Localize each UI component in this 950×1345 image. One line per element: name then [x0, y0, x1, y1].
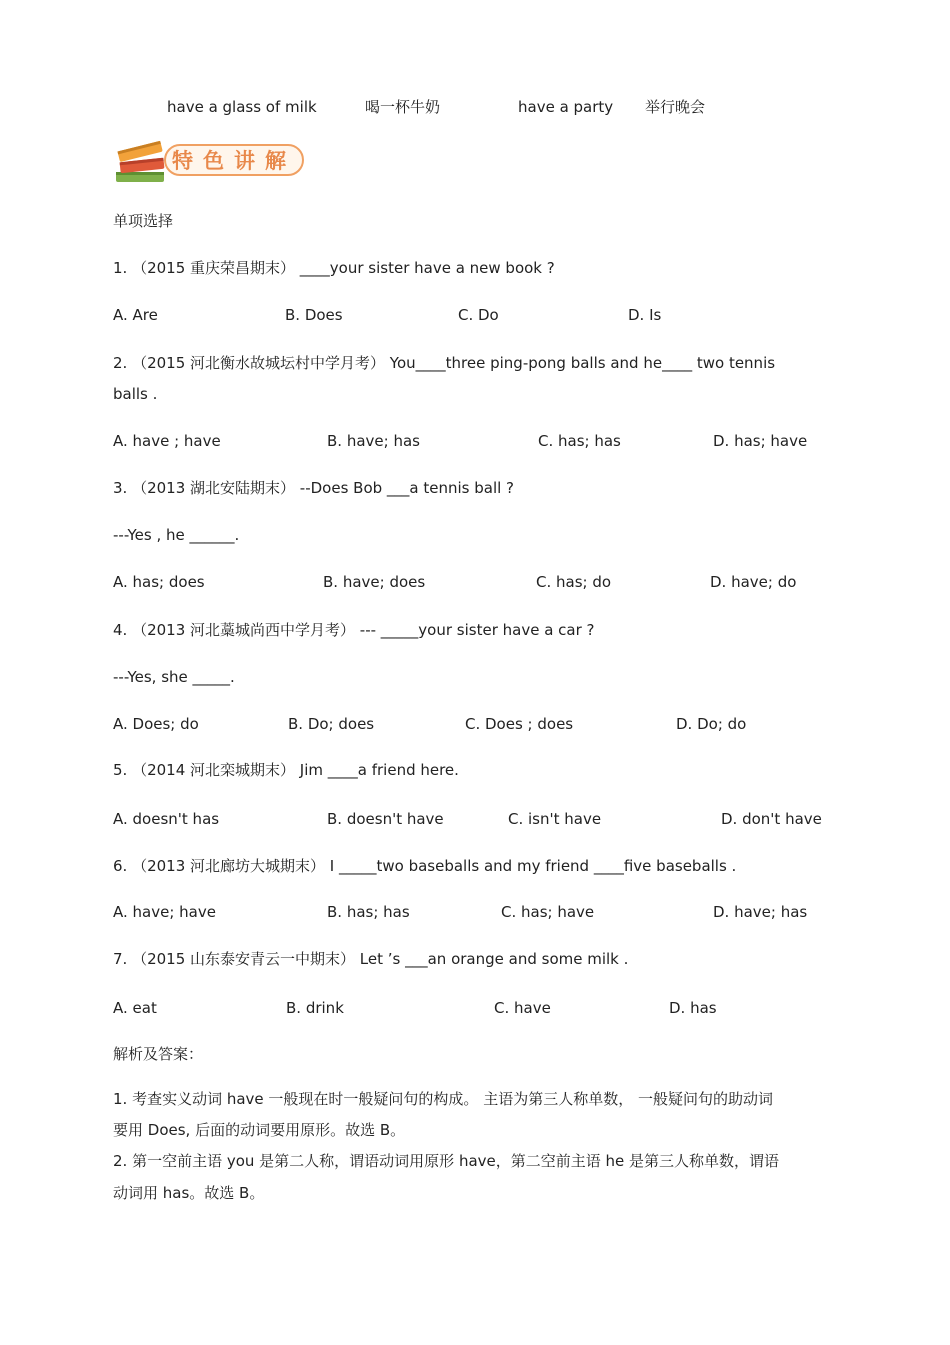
option: A. Are [113, 306, 158, 324]
option: C. have [494, 999, 551, 1017]
option: B. Do; does [288, 715, 375, 733]
option: B. doesn't have [327, 810, 444, 828]
option: A. eat [113, 999, 157, 1017]
option: A. Does; do [113, 715, 199, 733]
option: B. Does [285, 306, 343, 324]
answer-line: 要用 Does, 后面的动词要用原形。故选 B。 [113, 1121, 406, 1139]
option: B. drink [286, 999, 344, 1017]
option: D. have; do [710, 573, 797, 591]
section-banner [112, 138, 308, 188]
banner-title: 特色讲解 [164, 144, 304, 176]
vocab-meaning: 喝一杯牛奶 [365, 98, 441, 116]
option: A. have; have [113, 903, 216, 921]
option: C. has; has [538, 432, 621, 450]
books-icon [112, 138, 172, 188]
answer-line: 2. 第一空前主语 you 是第二人称，谓语动词用原形 have，第二空前主语 he 是第三人称单数，谓语 [113, 1152, 780, 1170]
answer-line: 动词用 has。故选 B。 [113, 1184, 265, 1202]
question-5: 5. （2014 河北栾城期末） Jim ____a friend here. [113, 761, 459, 779]
answer-line: 1. 考查实义动词 have 一般现在时一般疑问句的构成。 主语为第三人称单数， 一般疑问句的助动词 [113, 1090, 773, 1108]
question-2: 2. （2015 河北衡水故城坛村中学月考） You____three ping-pong balls and he____ two tennis [113, 354, 776, 372]
question-1: 1. （2015 重庆荣昌期末） ____your sister have a new book ? [113, 259, 555, 277]
option: D. Is [628, 306, 662, 324]
option: A. has; does [113, 573, 205, 591]
vocab-meaning: 举行晚会 [645, 98, 706, 116]
vocab-phrase: have a party [518, 98, 614, 116]
option: C. has; do [536, 573, 612, 591]
question-7: 7. （2015 山东泰安青云一中期末） Let ’s ___an orange and some milk . [113, 950, 629, 968]
option: C. Does ; does [465, 715, 574, 733]
answers-title: 解析及答案： [113, 1045, 204, 1063]
option: D. has; have [713, 432, 808, 450]
option: C. has; have [501, 903, 595, 921]
option: D. has [669, 999, 717, 1017]
question-3: 3. （2013 湖北安陆期末） --Does Bob ___a tennis ball ? [113, 479, 515, 497]
option: A. doesn't has [113, 810, 220, 828]
question-6: 6. （2013 河北廊坊大城期末） I _____two baseballs and my friend ____five baseballs . [113, 857, 737, 875]
option: D. have; has [713, 903, 808, 921]
option: C. Do [458, 306, 499, 324]
option: D. don't have [721, 810, 822, 828]
question-3-answer-line: ---Yes , he ______. [113, 526, 240, 544]
section-title: 单项选择 [113, 212, 174, 230]
question-4-answer-line: ---Yes, she _____. [113, 668, 235, 686]
option: B. have; has [327, 432, 420, 450]
option: B. has; has [327, 903, 410, 921]
question-2-cont: balls . [113, 385, 158, 403]
vocab-phrase: have a glass of milk [167, 98, 317, 116]
option: D. Do; do [676, 715, 747, 733]
question-4: 4. （2013 河北藁城尚西中学月考） --- _____your sister have a car ? [113, 621, 595, 639]
option: C. isn't have [508, 810, 602, 828]
option: A. have ; have [113, 432, 221, 450]
option: B. have; does [323, 573, 426, 591]
